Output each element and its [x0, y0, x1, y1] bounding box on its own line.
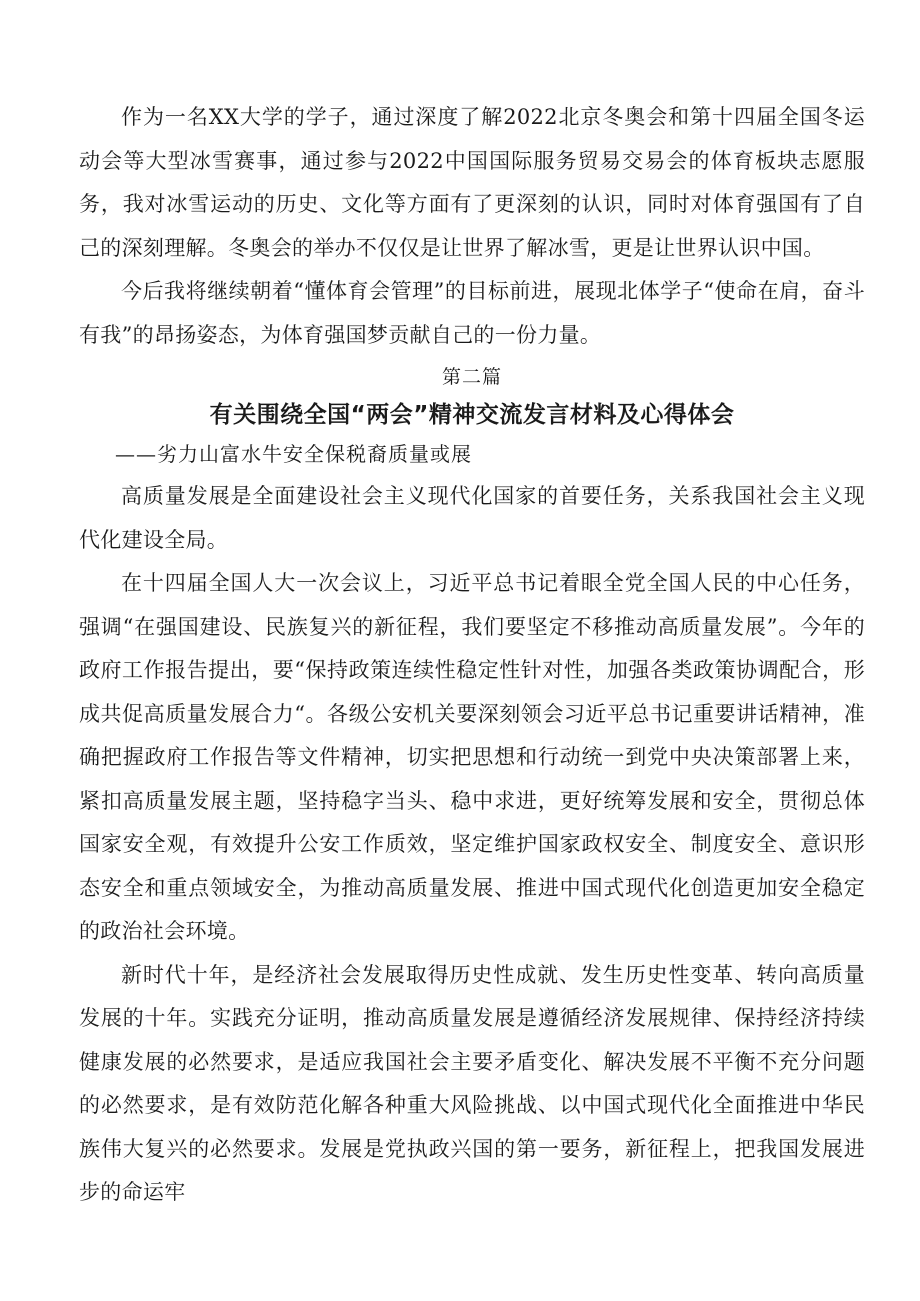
paragraph-future-goal: 今后我将继续朝着“懂体育会管理”的目标前进，展现北体学子“使命在肩，奋斗有我”的昂扬姿态，为体育强国梦贡献自己的一份力量。	[79, 279, 865, 347]
paragraph-npc-session: 在十四届全国人大一次会议上，习近平总书记着眼全党全国人民的中心任务，强调“在强国建设、民族复兴的新征程，我们要坚定不移推动高质量发展”。今年的政府工作报告提出，要“保持政策连续性稳定性针对性，加强各类政策协调配合，形成共促高质量发展合力“。各级公安机关要深刻领会习近平总书记重要讲话精神，准确把握政府工作报告等文件精神，切实把思想和行动统一到党中央决策部署上来，紧扣高质量发展主题，坚持稳字当头、稳中求进，更好统筹发展和安全，贯彻总体国家安全观，有效提升公安工作质效，坚定维护国家政权安全、制度安全、意识形态安全和重点领域安全，为推动高质量发展、推进中国式现代化创造更加安全稳定的政治社会环境。	[79, 571, 865, 943]
article-title: 有关围绕全国“两会”精神交流发言材料及心得体会	[209, 402, 735, 428]
document-body	[79, 96, 865, 1215]
paragraph-new-era-decade: 新时代十年，是经济社会发展取得历史性成就、发生历史性变革、转向高质量发展的十年。实践充分证明，推动高质量发展是遵循经济发展规律、保持经济持续健康发展的必然要求，是适应我国社会主要矛盾变化、解决发展不平衡不充分问题的必然要求，是有效防范化解各种重大风险挑战、以中国式现代化全面推进中华民族伟大复兴的必然要求。发展是党执政兴国的第一要务，新征程上，把我国发展进步的命运牢	[79, 962, 865, 1204]
article-subtitle: ——劣力山富水牛安全保税裔质量或展	[115, 442, 472, 466]
paragraph-intro-student: 作为一名XX大学的学子，通过深度了解2022北京冬奥会和第十四届全国冬运动会等大型冰雪赛事，通过参与2022中国国际服务贸易交易会的体育板块志愿服务，我对冰雪运动的历史、文化等方面有了更深刻的认识，同时对体育强国有了自己的深刻理解。冬奥会的举办不仅仅是让世界了解冰雪，更是让世界认识中国。	[79, 105, 865, 260]
paragraph-high-quality-development: 高质量发展是全面建设社会主义现代化国家的首要任务，关系我国社会主义现代化建设全局。	[79, 484, 865, 552]
section-label: 第二篇	[441, 366, 502, 388]
